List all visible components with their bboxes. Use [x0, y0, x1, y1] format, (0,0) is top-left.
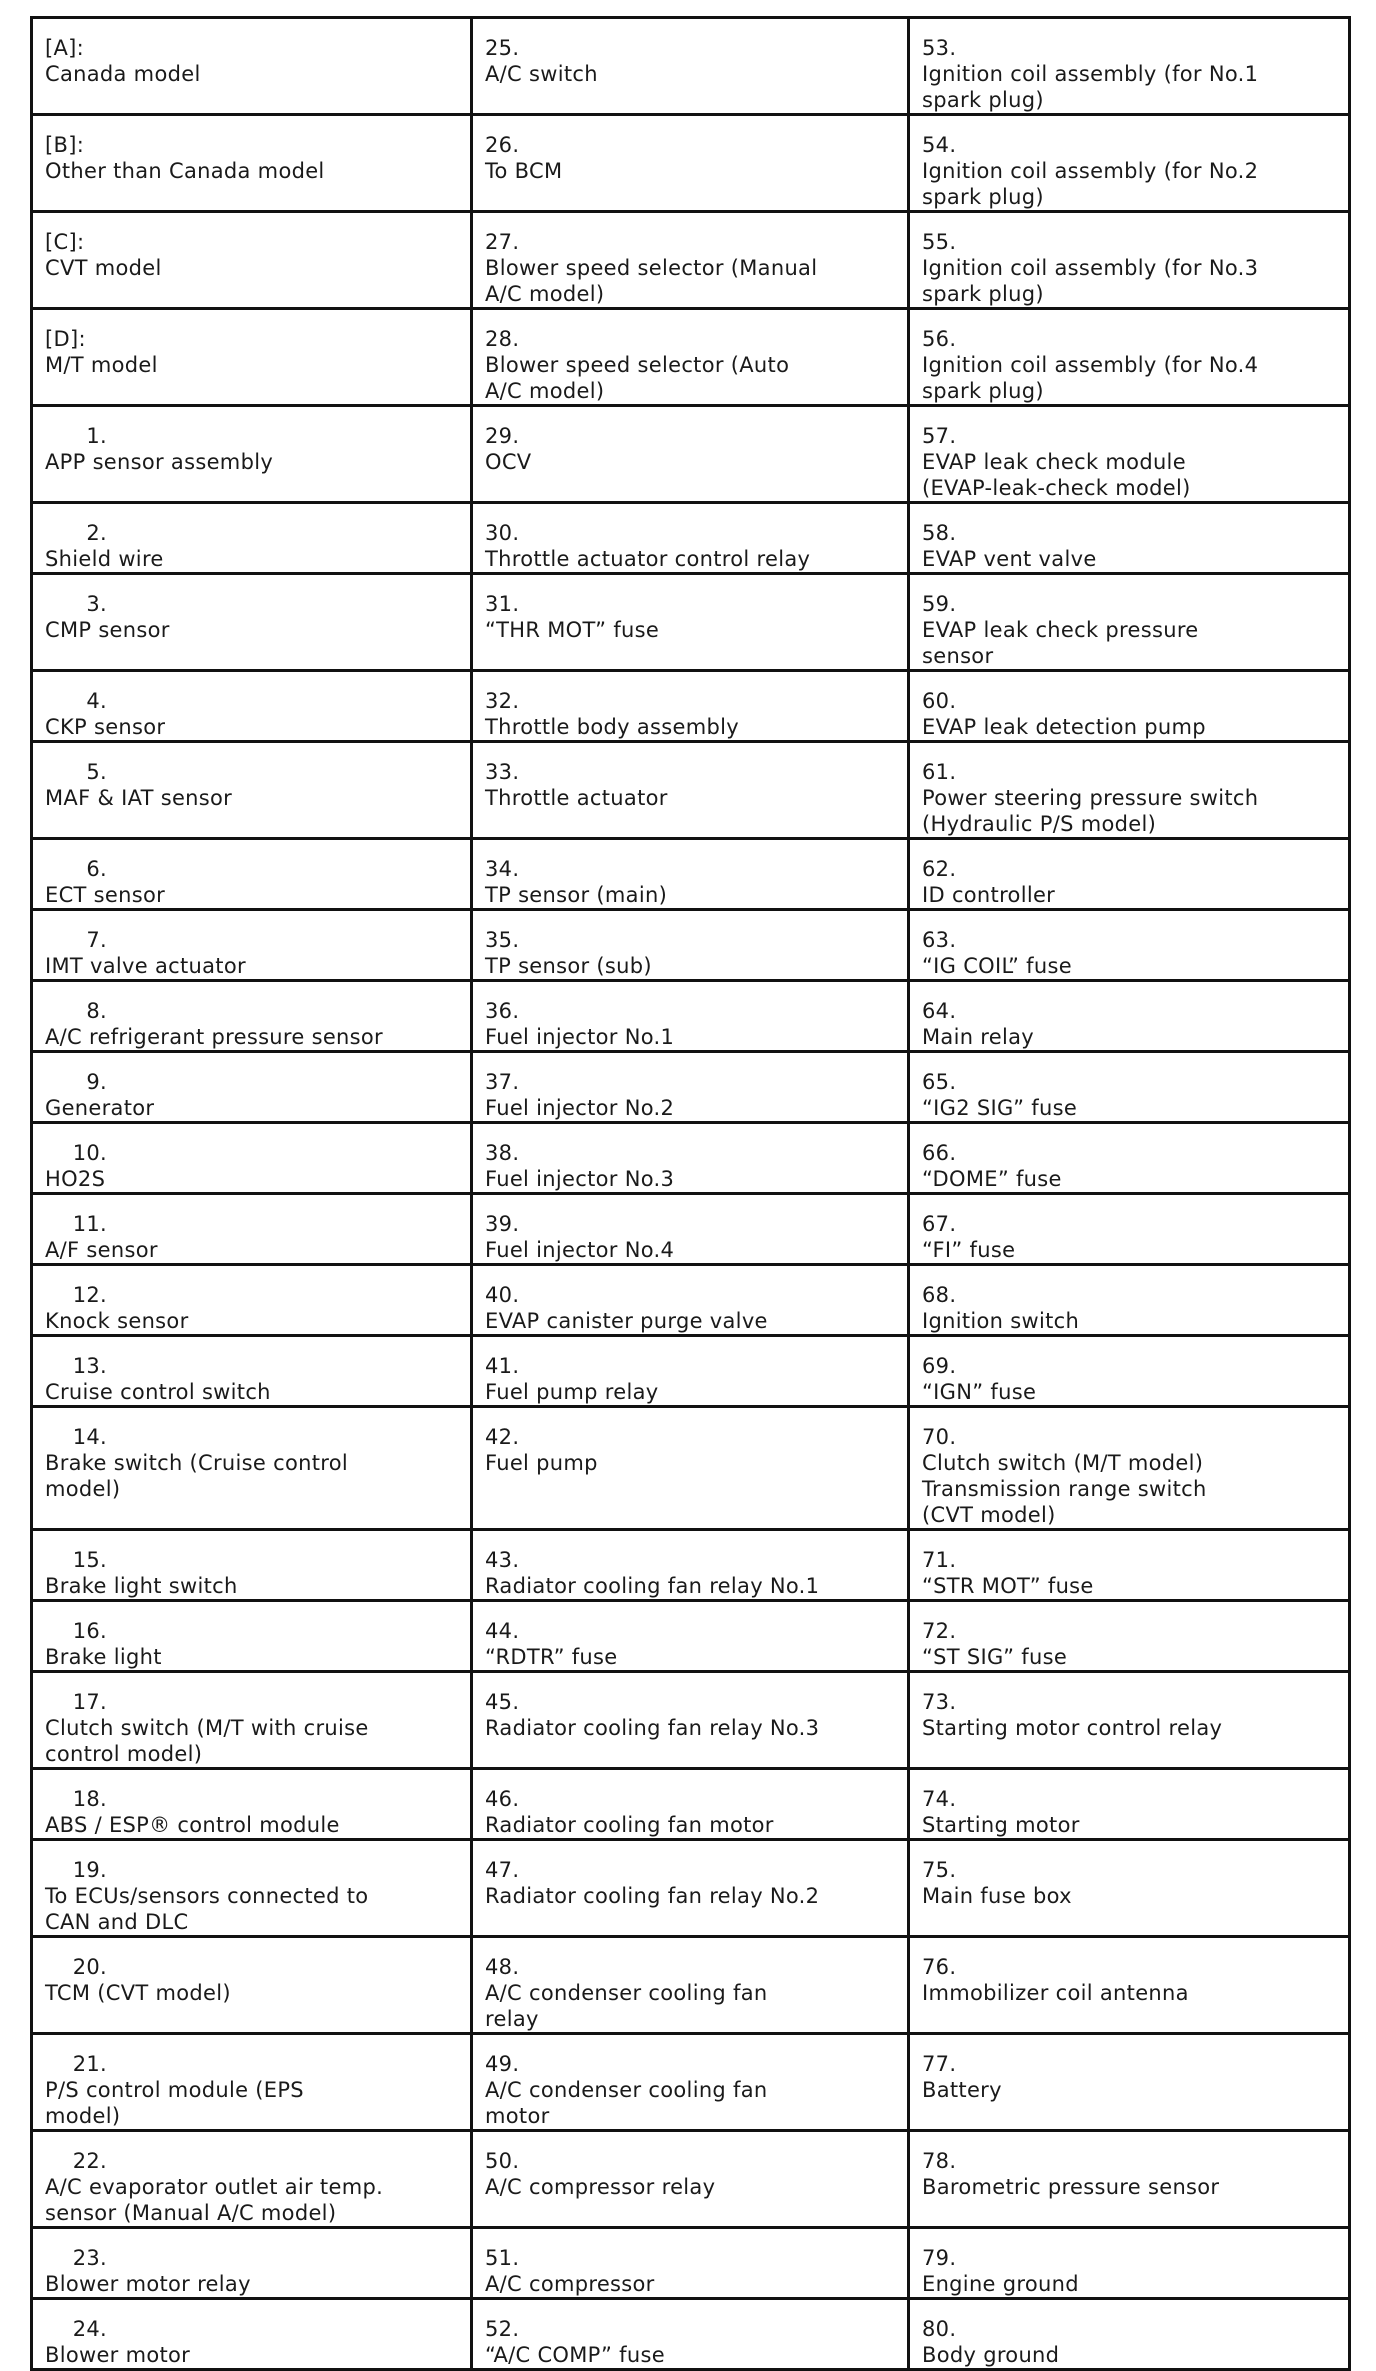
item-number: [D]: [45, 327, 86, 351]
item-number: 33. [485, 760, 520, 784]
item-label: Fuel injector No.4 [485, 1238, 675, 1262]
legend-row [32, 574, 1350, 671]
item-label: A/C compressor relay [485, 2175, 716, 2199]
item-number: 5. [86, 760, 107, 784]
legend-cell [32, 212, 472, 309]
item-number: 31. [485, 592, 520, 616]
item-label: Blower motor [45, 2343, 191, 2367]
item-label: Throttle actuator [485, 786, 668, 810]
item-label: Radiator cooling fan motor [485, 1813, 774, 1837]
legend-cell [909, 1601, 1350, 1672]
item-number: [A]: [45, 36, 85, 60]
legend-cell [909, 2299, 1350, 2370]
item-label: Shield wire [45, 547, 164, 571]
legend-cell [909, 1265, 1350, 1336]
item-number: 72. [922, 1619, 957, 1643]
item-number: 79. [922, 2246, 957, 2270]
legend-row [32, 406, 1350, 503]
legend-row [32, 1194, 1350, 1265]
legend-cell [32, 574, 472, 671]
legend-cell [909, 839, 1350, 910]
item-number: 26. [485, 133, 520, 157]
item-label: Brake switch (Cruise control model) [45, 1451, 348, 1501]
legend-cell [32, 309, 472, 406]
item-label: TP sensor (sub) [485, 954, 652, 978]
legend-row [32, 1769, 1350, 1840]
legend-row [32, 1937, 1350, 2034]
item-label: Blower speed selector (Auto A/C model) [485, 353, 790, 403]
legend-row [32, 503, 1350, 574]
item-number: 39. [485, 1212, 520, 1236]
item-number: 17. [72, 1690, 107, 1714]
legend-row [32, 1672, 1350, 1769]
item-number: 27. [485, 230, 520, 254]
item-number: 75. [922, 1858, 957, 1882]
item-label: Generator [45, 1096, 155, 1120]
item-number: 28. [485, 327, 520, 351]
legend-cell [472, 1769, 909, 1840]
item-number: 62. [922, 857, 957, 881]
legend-cell [909, 503, 1350, 574]
legend-row [32, 1407, 1350, 1530]
item-label: Blower speed selector (Manual A/C model) [485, 256, 818, 306]
item-label: A/F sensor [45, 1238, 158, 1262]
item-number: 6. [86, 857, 107, 881]
item-number: 54. [922, 133, 957, 157]
item-label: Ignition coil assembly (for No.1 spark plug) [922, 62, 1259, 112]
item-number: 55. [922, 230, 957, 254]
legend-row [32, 18, 1350, 115]
legend-cell [32, 1840, 472, 1937]
item-number: [B]: [45, 133, 85, 157]
legend-cell [32, 839, 472, 910]
item-label: EVAP canister purge valve [485, 1309, 768, 1333]
legend-cell [32, 2131, 472, 2228]
legend-cell [472, 406, 909, 503]
legend-cell [909, 1336, 1350, 1407]
legend-row [32, 981, 1350, 1052]
item-number: 7. [86, 928, 107, 952]
item-label: Blower motor relay [45, 2272, 251, 2296]
item-number: 21. [72, 2052, 107, 2076]
item-number: 9. [86, 1070, 107, 1094]
item-label: “DOME” fuse [922, 1167, 1062, 1191]
item-label: Power steering pressure switch (Hydraulic P/S model) [922, 786, 1259, 836]
legend-cell [32, 1336, 472, 1407]
item-label: “A/C COMP” fuse [485, 2343, 665, 2367]
item-label: Fuel pump [485, 1451, 598, 1475]
item-label: Other than Canada model [45, 159, 325, 183]
item-label: CMP sensor [45, 618, 170, 642]
legend-row [32, 212, 1350, 309]
item-number: 3. [86, 592, 107, 616]
item-number: 64. [922, 999, 957, 1023]
legend-cell [909, 2228, 1350, 2299]
item-number: 61. [922, 760, 957, 784]
legend-cell [472, 839, 909, 910]
legend-cell [32, 1265, 472, 1336]
legend-cell [32, 1530, 472, 1601]
legend-cell [472, 574, 909, 671]
item-number: 80. [922, 2317, 957, 2341]
item-number: 70. [922, 1425, 957, 1449]
item-label: To BCM [485, 159, 563, 183]
item-number: 37. [485, 1070, 520, 1094]
legend-cell [472, 1407, 909, 1530]
item-label: Clutch switch (M/T model) Transmission range switch (CVT model) [922, 1451, 1207, 1527]
item-label: EVAP leak check pressure sensor [922, 618, 1199, 668]
item-number: 22. [72, 2149, 107, 2173]
item-label: ECT sensor [45, 883, 166, 907]
legend-cell [909, 1194, 1350, 1265]
item-number: 1. [86, 424, 107, 448]
legend-cell [32, 910, 472, 981]
item-number: 65. [922, 1070, 957, 1094]
item-number: 76. [922, 1955, 957, 1979]
item-number: 56. [922, 327, 957, 351]
legend-body [32, 18, 1350, 2370]
legend-cell [32, 1123, 472, 1194]
legend-cell [909, 212, 1350, 309]
legend-cell [32, 1672, 472, 1769]
item-number: 18. [72, 1787, 107, 1811]
item-number: 13. [72, 1354, 107, 1378]
legend-row [32, 1840, 1350, 1937]
item-number: 46. [485, 1787, 520, 1811]
item-label: Brake light switch [45, 1574, 238, 1598]
item-label: Ignition coil assembly (for No.3 spark plug) [922, 256, 1259, 306]
legend-cell [32, 18, 472, 115]
item-label: A/C refrigerant pressure sensor [45, 1025, 383, 1049]
legend-row [32, 2131, 1350, 2228]
item-number: 15. [72, 1548, 107, 1572]
item-number: 40. [485, 1283, 520, 1307]
item-label: Fuel pump relay [485, 1380, 659, 1404]
legend-row [32, 2299, 1350, 2370]
legend-cell [909, 115, 1350, 212]
item-label: Ignition coil assembly (for No.2 spark plug) [922, 159, 1259, 209]
item-number: 11. [72, 1212, 107, 1236]
item-number: 60. [922, 689, 957, 713]
item-label: Knock sensor [45, 1309, 189, 1333]
item-number: 8. [86, 999, 107, 1023]
legend-row [32, 910, 1350, 981]
item-number: 57. [922, 424, 957, 448]
item-label: Radiator cooling fan relay No.3 [485, 1716, 820, 1740]
legend-cell [472, 1530, 909, 1601]
item-label: CKP sensor [45, 715, 166, 739]
item-label: Fuel injector No.2 [485, 1096, 675, 1120]
item-label: “THR MOT” fuse [485, 618, 660, 642]
item-label: Throttle body assembly [485, 715, 739, 739]
legend-cell [472, 2034, 909, 2131]
item-number: 38. [485, 1141, 520, 1165]
item-number: 20. [72, 1955, 107, 1979]
item-label: “ST SIG” fuse [922, 1645, 1068, 1669]
item-number: 10. [72, 1141, 107, 1165]
item-number: 50. [485, 2149, 520, 2173]
legend-cell [909, 2131, 1350, 2228]
legend-cell [909, 1937, 1350, 2034]
item-number: 24. [72, 2317, 107, 2341]
item-label: To ECUs/sensors connected to CAN and DLC [45, 1884, 369, 1934]
item-number: 73. [922, 1690, 957, 1714]
legend-row [32, 1265, 1350, 1336]
item-label: Ignition switch [922, 1309, 1080, 1333]
item-number: 2. [86, 521, 107, 545]
item-label: CVT model [45, 256, 162, 280]
item-label: IMT valve actuator [45, 954, 246, 978]
item-label: Radiator cooling fan relay No.1 [485, 1574, 820, 1598]
legend-cell [909, 1769, 1350, 1840]
item-number: 58. [922, 521, 957, 545]
legend-table [30, 16, 1351, 2371]
item-number: 41. [485, 1354, 520, 1378]
legend-cell [32, 1937, 472, 2034]
item-label: “RDTR” fuse [485, 1645, 618, 1669]
legend-cell [472, 981, 909, 1052]
legend-cell [909, 2034, 1350, 2131]
item-number: 71. [922, 1548, 957, 1572]
item-label: APP sensor assembly [45, 450, 274, 474]
legend-row [32, 742, 1350, 839]
item-label: A/C compressor [485, 2272, 655, 2296]
item-label: “FI” fuse [922, 1238, 1016, 1262]
legend-cell [32, 981, 472, 1052]
legend-cell [32, 406, 472, 503]
item-label: Barometric pressure sensor [922, 2175, 1220, 2199]
item-label: Main relay [922, 1025, 1035, 1049]
item-label: ABS / ESP® control module [45, 1813, 340, 1837]
item-label: Starting motor [922, 1813, 1080, 1837]
item-number: 4. [86, 689, 107, 713]
legend-cell [909, 742, 1350, 839]
legend-row [32, 1123, 1350, 1194]
legend-cell [472, 115, 909, 212]
item-number: 47. [485, 1858, 520, 1882]
item-label: TP sensor (main) [485, 883, 668, 907]
item-label: Body ground [922, 2343, 1060, 2367]
legend-row [32, 115, 1350, 212]
item-label: “IG COIL” fuse [922, 954, 1072, 978]
item-number: 49. [485, 2052, 520, 2076]
legend-cell [472, 1265, 909, 1336]
item-number: [C]: [45, 230, 85, 254]
legend-cell [32, 2228, 472, 2299]
legend-cell [472, 1840, 909, 1937]
legend-cell [32, 1194, 472, 1265]
item-number: 14. [72, 1425, 107, 1449]
legend-cell [909, 1840, 1350, 1937]
item-label: HO2S [45, 1167, 106, 1191]
item-label: Immobilizer coil antenna [922, 1981, 1189, 2005]
legend-cell [909, 574, 1350, 671]
legend-cell [909, 406, 1350, 503]
legend-cell [32, 1601, 472, 1672]
item-number: 52. [485, 2317, 520, 2341]
legend-cell [32, 2034, 472, 2131]
legend-cell [909, 1052, 1350, 1123]
legend-cell [472, 1194, 909, 1265]
item-label: A/C switch [485, 62, 598, 86]
legend-cell [472, 1052, 909, 1123]
legend-row [32, 1052, 1350, 1123]
item-label: Clutch switch (M/T with cruise control model) [45, 1716, 369, 1766]
item-label: ID controller [922, 883, 1056, 907]
legend-cell [909, 1407, 1350, 1530]
item-label: Fuel injector No.1 [485, 1025, 675, 1049]
item-label: Radiator cooling fan relay No.2 [485, 1884, 820, 1908]
legend-row [32, 671, 1350, 742]
legend-cell [909, 1123, 1350, 1194]
legend-cell [909, 309, 1350, 406]
item-label: “IG2 SIG” fuse [922, 1096, 1078, 1120]
item-number: 30. [485, 521, 520, 545]
legend-row [32, 2034, 1350, 2131]
item-label: Throttle actuator control relay [485, 547, 811, 571]
item-label: OCV [485, 450, 532, 474]
legend-cell [472, 742, 909, 839]
item-number: 16. [72, 1619, 107, 1643]
item-label: EVAP vent valve [922, 547, 1097, 571]
item-number: 66. [922, 1141, 957, 1165]
item-label: “IGN” fuse [922, 1380, 1037, 1404]
legend-row [32, 839, 1350, 910]
item-number: 12. [72, 1283, 107, 1307]
legend-row [32, 1601, 1350, 1672]
item-number: 43. [485, 1548, 520, 1572]
item-number: 68. [922, 1283, 957, 1307]
legend-row [32, 1336, 1350, 1407]
legend-cell [472, 910, 909, 981]
legend-cell [472, 212, 909, 309]
item-label: Ignition coil assembly (for No.4 spark plug) [922, 353, 1259, 403]
legend-cell [472, 671, 909, 742]
item-number: 25. [485, 36, 520, 60]
item-number: 45. [485, 1690, 520, 1714]
legend-cell [32, 115, 472, 212]
item-label: P/S control module (EPS model) [45, 2078, 304, 2128]
item-label: M/T model [45, 353, 158, 377]
item-number: 42. [485, 1425, 520, 1449]
item-number: 29. [485, 424, 520, 448]
item-label: “STR MOT” fuse [922, 1574, 1094, 1598]
legend-cell [32, 2299, 472, 2370]
item-number: 34. [485, 857, 520, 881]
item-label: EVAP leak detection pump [922, 715, 1206, 739]
legend-cell [472, 2299, 909, 2370]
legend-cell [909, 1530, 1350, 1601]
item-label: Cruise control switch [45, 1380, 271, 1404]
legend-cell [472, 18, 909, 115]
legend-cell [472, 2228, 909, 2299]
item-number: 53. [922, 36, 957, 60]
item-label: EVAP leak check module (EVAP-leak-check model) [922, 450, 1191, 500]
legend-cell [32, 1052, 472, 1123]
legend-cell [32, 1407, 472, 1530]
item-number: 48. [485, 1955, 520, 1979]
legend-cell [472, 1123, 909, 1194]
item-label: Brake light [45, 1645, 162, 1669]
item-label: Fuel injector No.3 [485, 1167, 675, 1191]
legend-cell [32, 503, 472, 574]
legend-row [32, 2228, 1350, 2299]
legend-cell [472, 2131, 909, 2228]
item-label: TCM (CVT model) [45, 1981, 231, 2005]
legend-row [32, 1530, 1350, 1601]
legend-cell [909, 910, 1350, 981]
legend-cell [32, 1769, 472, 1840]
item-label: A/C condenser cooling fan motor [485, 2078, 768, 2128]
item-number: 77. [922, 2052, 957, 2076]
item-number: 78. [922, 2149, 957, 2173]
legend-cell [909, 671, 1350, 742]
item-number: 35. [485, 928, 520, 952]
item-label: Canada model [45, 62, 201, 86]
legend-cell [472, 1336, 909, 1407]
legend-cell [909, 18, 1350, 115]
item-label: MAF & IAT sensor [45, 786, 233, 810]
item-label: Starting motor control relay [922, 1716, 1223, 1740]
item-number: 44. [485, 1619, 520, 1643]
item-number: 74. [922, 1787, 957, 1811]
legend-cell [32, 671, 472, 742]
item-number: 32. [485, 689, 520, 713]
legend-cell [472, 503, 909, 574]
item-number: 51. [485, 2246, 520, 2270]
item-number: 63. [922, 928, 957, 952]
item-number: 59. [922, 592, 957, 616]
legend-cell [472, 1937, 909, 2034]
item-label: Battery [922, 2078, 1002, 2102]
item-number: 23. [72, 2246, 107, 2270]
item-number: 69. [922, 1354, 957, 1378]
legend-cell [909, 981, 1350, 1052]
item-number: 67. [922, 1212, 957, 1236]
legend-cell [472, 309, 909, 406]
item-label: A/C condenser cooling fan relay [485, 1981, 768, 2031]
item-label: Engine ground [922, 2272, 1079, 2296]
legend-cell [32, 742, 472, 839]
legend-cell [472, 1672, 909, 1769]
item-number: 19. [72, 1858, 107, 1882]
item-label: A/C evaporator outlet air temp. sensor (Manual A/C model) [45, 2175, 384, 2225]
legend-cell [909, 1672, 1350, 1769]
item-label: Main fuse box [922, 1884, 1072, 1908]
item-number: 36. [485, 999, 520, 1023]
legend-row [32, 309, 1350, 406]
legend-cell [472, 1601, 909, 1672]
